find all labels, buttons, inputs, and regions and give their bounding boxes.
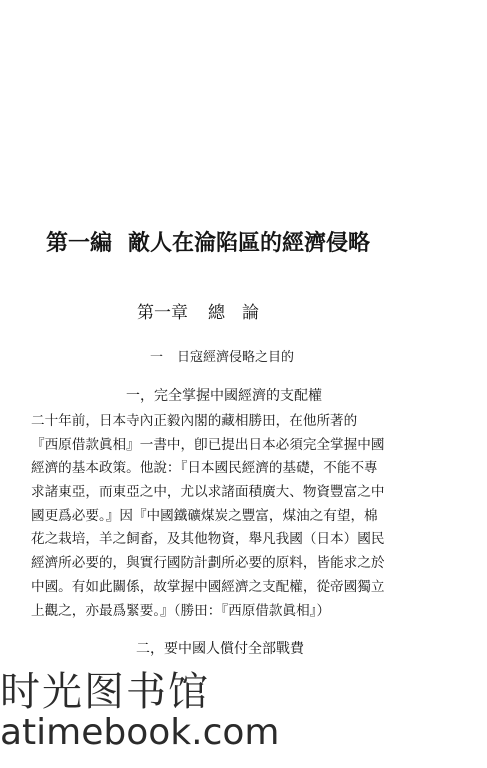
body-paragraph — [31, 410, 443, 623]
paragraph-line: 上觀之，亦最爲緊要。』（勝田：『西原借款眞相』） — [31, 602, 331, 619]
watermark-url: atimebook.com — [0, 712, 280, 753]
part-number: 第一編 — [46, 230, 113, 256]
paragraph-line: 國更爲必要。』因『中國鐵礦煤炭之豐富，煤油之有望，棉 — [31, 507, 378, 524]
paragraph-line: 花之栽培，羊之飼畜，及其他物資，舉凡我國（日本）國民 — [31, 531, 385, 548]
watermark-chinese: 时光图书馆 — [0, 669, 210, 715]
subsection-heading-1: 一，完全掌握中國經濟的支配權 — [126, 388, 322, 404]
paragraph-line: 經濟所必要的，與實行國防計劃所必要的原料，皆能求之於 — [31, 555, 385, 572]
chapter-title-text: 總 論 — [208, 303, 259, 323]
part-heading — [46, 226, 446, 257]
section-heading — [150, 346, 294, 365]
paragraph-line: 中國。有如此關係，故掌握中國經濟之支配權，從帝國獨立 — [31, 578, 385, 595]
paragraph-line: 求諸東亞，而東亞之中，尤以求諸面積廣大、物資豐富之中 — [31, 484, 385, 501]
paragraph-line: 『西原借款眞相』一書中，卽已提出日本必須完全掌握中國 — [31, 436, 385, 453]
section-title-text: 日寇經濟侵略之目的 — [177, 350, 295, 365]
section-number: 一 — [150, 350, 164, 365]
chapter-number: 第一章 — [137, 303, 188, 323]
subsection-heading-2: 二，要中國人償付全部戰費 — [136, 641, 304, 657]
paragraph-line: 二十年前，日本寺內正毅內閣的藏相勝田，在他所著的 — [31, 413, 358, 429]
paragraph-line: 經濟的基本政策。他說：『日本國民經濟的基礎，不能不專 — [31, 460, 378, 477]
part-title-text: 敵人在淪陷區的經濟侵略 — [128, 230, 371, 256]
chapter-heading — [137, 298, 259, 323]
